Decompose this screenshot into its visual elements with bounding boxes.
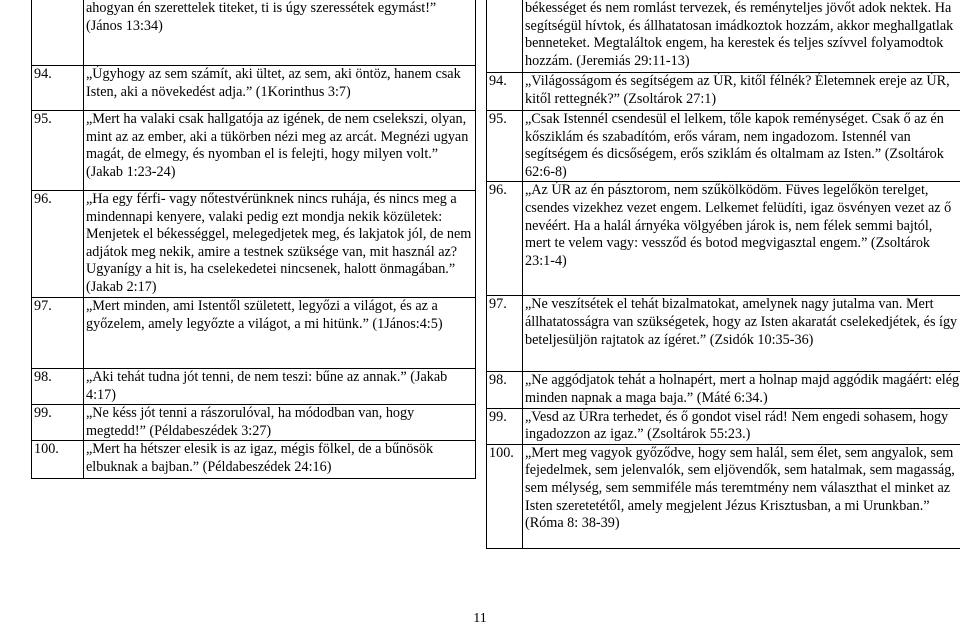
row-number: 96. (32, 191, 84, 298)
row-number: 99. (32, 405, 84, 441)
quote-text: „Mert minden, ami Istentől született, legyőzi a világot, és az a győzelem, amely legyőzte a világot, a mi hitünk.” (1János:4:5) (84, 298, 476, 369)
row-number: 95. (32, 111, 84, 191)
table-row (487, 111, 960, 182)
quote-text: „Az ÚR az én pásztorom, nem szűkölködöm. Füves legelőkön terelget, csendes vizekhez vezet engem. Lelkemet felüdíti, igaz ösvényen vezet az ő nevéért. Ha a halál árnyéka völgyében járok is, nem félek semmi bajtól, mert te velem vagy: vessződ és botod megvigasztal engem.” (Zsoltárok 23:1-4) (523, 182, 960, 296)
quote-text: „Ne késs jót tenni a rászorulóval, ha módodban van, hogy megtedd!” (Példabeszédek 3:27) (84, 405, 476, 441)
table-row (487, 372, 960, 408)
table-row (487, 444, 960, 548)
quote-text: „Csak Istennél csendesül el lelkem, tőle kapok reménységet. Csak ő az én kősziklám és szabadítóm, erős váram, nem ingadozom. Istennél van segítségem és dicsőségem, erős sziklám és oltalmam az Isten.” (Zsoltárok 62:6-8) (523, 111, 960, 182)
quote-text: „Vesd az ÚRra terhedet, és ő gondot visel rád! Nem engedi sohasem, hogy ingadozzon az igaz.” (Zsoltárok 55:23.) (523, 408, 960, 444)
left-quote-table (31, 0, 476, 479)
quote-text: „Mert ha hétszer elesik is az igaz, mégis fölkel, de a bűnösök elbuknak a bajban.” (Példabeszédek 24:16) (84, 441, 476, 479)
row-number: 94. (32, 66, 84, 111)
row-number: 98. (32, 369, 84, 405)
quote-text: „Ne aggódjatok tehát a holnapért, mert a holnap majd aggódik magáért: elég minden napnak a maga baja.” (Máté 6:34.) (523, 372, 960, 408)
row-number: 96. (487, 182, 523, 296)
table-row (32, 298, 476, 369)
row-number: 98. (487, 372, 523, 408)
right-quote-table (486, 0, 960, 549)
table-row (32, 441, 476, 479)
continuation-cell: békességet és nem romlást tervezek, és reményteljes jövőt adok nektek. Ha segítségül hívtok, és állhatatosan imádkoztok hozzám, akkor meghallgatlak benneteket. Megtaláltok engem, ha kerestek és teljes szívvel folyamodtok hozzám. (Jeremiás 29:11-13) (523, 0, 960, 73)
continuation-cell: ahogyan én szerettelek titeket, ti is úgy szeressétek egymást!” (János 13:34) (84, 0, 476, 66)
row-number: 94. (487, 73, 523, 111)
table-row (487, 182, 960, 296)
table-row (32, 405, 476, 441)
table-row (32, 0, 476, 66)
table-row (32, 191, 476, 298)
table-row (487, 0, 960, 73)
row-number: 100. (487, 444, 523, 548)
quote-text: „Ha egy férfi- vagy nőtestvérünknek nincs ruhája, és nincs meg a mindennapi kenyere, valaki pedig ezt mondja nekik közületek: Menjetek el békességgel, melegedjetek meg, és lakjatok jól, de nem adjátok meg nekik, amire a testnek szüksége van, mit használ az? Ugyanígy a hit is, ha cselekedetei nincsenek, halott önmagában.” (Jakab 2:17) (84, 191, 476, 298)
quote-text: „Aki tehát tudna jót tenni, de nem teszi: bűne az annak.” (Jakab 4:17) (84, 369, 476, 405)
table-row (32, 369, 476, 405)
page-number: 11 (0, 610, 960, 628)
row-number: 97. (487, 296, 523, 372)
row-number: 95. (487, 111, 523, 182)
table-row (487, 296, 960, 372)
row-number: 99. (487, 408, 523, 444)
table-row (487, 73, 960, 111)
quote-text: „Úgyhogy az sem számít, aki ültet, az sem, aki öntöz, hanem csak Isten, aki a növekedést adja.” (1Korinthus 3:7) (84, 66, 476, 111)
table-row (32, 66, 476, 111)
quote-text: „Ne veszítsétek el tehát bizalmatokat, amelynek nagy jutalma van. Mert állhatatosságra van szükségetek, hogy az Isten akaratát cselekedjétek, és így beteljesüljön rajtatok az ígéret.” (Zsidók 10:35-36) (523, 296, 960, 372)
quote-text: „Világosságom és segítségem az ÚR, kitől félnék? Életemnek ereje az ÚR, kitől rettegnék?” (Zsoltárok 27:1) (523, 73, 960, 111)
table-row (487, 408, 960, 444)
quote-text: „Mert ha valaki csak hallgatója az igének, de nem cselekszi, olyan, mint az az ember, aki a tükörben nézi meg az arcát. Megnézi ugyan magát, de elmegy, és nyomban el is felejti, hogy milyen volt.” (Jakab 1:23-24) (84, 111, 476, 191)
row-number: 97. (32, 298, 84, 369)
table-row (32, 111, 476, 191)
row-number: 100. (32, 441, 84, 479)
quote-text: „Mert meg vagyok győződve, hogy sem halál, sem élet, sem angyalok, sem fejedelmek, sem jelenvalók, sem eljövendők, sem hatalmak, sem magasság, sem mélység, sem semmiféle más teremtmény nem választhat el minket az Isten szeretetétől, amely megjelent Jézus Krisztusban, a mi Urunkban.” (Róma 8: 38-39) (523, 444, 960, 548)
